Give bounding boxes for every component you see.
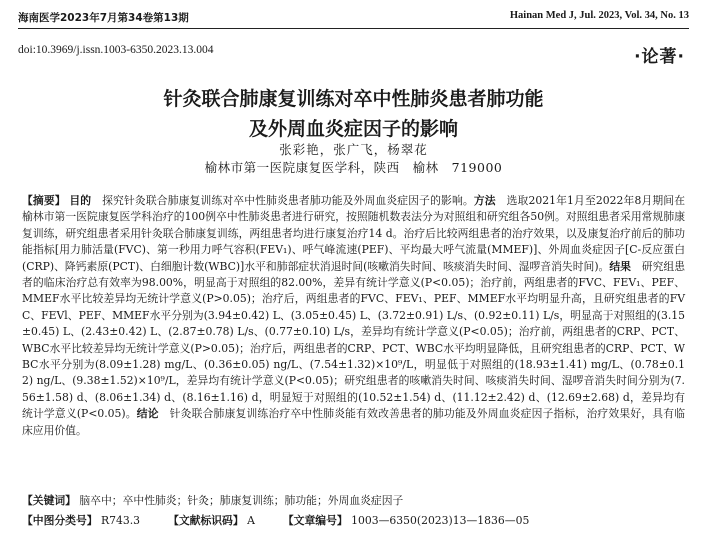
methods-tag: 方法 xyxy=(473,194,496,207)
abstract-label: 【摘要】 xyxy=(22,194,66,207)
methods-text: 选取2021年1月至2022年8月期间在榆林市第一医院康复医学科治疗的100例卒中性肺炎患者进行研究，按照随机数表法分为对照组和研究组各50例。对照组患者采用常规肺康复训练，研究组患者采用针灸联合肺康复训练，两组患者均进行康复治疗14 d。治疗后比较两组患者的治疗效果，以及康复治疗前后的肺功能指标[用力肺活量(FVC)、第一秒用力呼气容积(FEV₁)、呼气峰流速(PEF)、平均最大呼气流量(MMEF)]、外周血炎症因子[C-反应蛋白(CRP)、降钙素原(PCT)、白细胞计数(WBC)]水平和肺部症状消退时间(咳嗽消失时间、咳痰消失时间、湿啰音消失时间)。 xyxy=(22,194,686,273)
section-label: ·论著· xyxy=(634,47,685,67)
abstract xyxy=(22,193,685,439)
keywords-label: 【关键词】 xyxy=(22,494,76,507)
clc-value: R743.3 xyxy=(101,514,141,527)
keywords-text: 脑卒中；卒中性肺炎；针灸；肺康复训练；肺功能；外周血炎症因子 xyxy=(79,494,404,507)
title-line-1: 针灸联合肺康复训练对卒中性肺炎患者肺功能 xyxy=(163,88,544,110)
results-tag: 结果 xyxy=(609,259,631,273)
affiliation: 榆林市第一医院康复医学科，陕西 榆林 719000 xyxy=(204,160,503,175)
objective-text: 探究针灸联合肺康复训练对卒中性肺炎患者肺功能及外周血炎症因子的影响。 xyxy=(102,194,474,207)
paper-title xyxy=(0,84,707,144)
article-number-value: 1003—6350(2023)13—1836—05 xyxy=(351,514,530,527)
journal-issue-cn: 海南医学2023年7月第34卷第13期 xyxy=(18,12,189,24)
keywords xyxy=(22,493,685,508)
doc-code-label: 【文献标识码】 xyxy=(168,514,244,527)
conclusion-text: 针灸联合肺康复训练治疗卒中性肺炎能有效改善患者的肺功能及外周血炎症因子指标，治疗效果好，具有临床应用价值。 xyxy=(22,407,686,437)
results-text: 研究组患者的临床治疗总有效率为98.00%，明显高于对照组的82.00%，差异有统计学意义(P<0.05)；治疗前，两组患者的FVC、FEV₁、PEF、MMEF水平比较差异均无统计学意义(P>0.05)；治疗后，两组患者的FVC、FEV₁、PEF、MMEF水平均明显升高，且研究组患者的FVC、FEVl、PEF、MMEF水平分别为(3.94±0.42) L、(3.05±0.45) L、(3.72±0.91) L/s、(0.92±0.11) L/s，明显高于对照组的(3.15±0.45) L、(2.43±0.42) L、(2.87±0.78) L/s、(0.77±0.10) L/s，差异均有统计学意义(P<0.05)；治疗前，两组患者的CRP、PCT、WBC水平比较差异均无统计学意义(P>0.05)；治疗后，两组患者的CRP、PCT、WBC水平均明显降低，且研究组患者的CRP、PCT、WBC水平分别为(8.09±1.28) mg/L、(0.36±0.05) ng/L、(7.54±1.32)×10⁹/L，明显低于对照组的(18.93±1.41) mg/L、(0.78±0.12) ng/L、(9.38±1.52)×10⁹/L，差异均有统计学意义(P<0.05)；研究组患者的咳嗽消失时间、咳痰消失时间、湿啰音消失时间分别为(7.56±1.58) d、(8.06±1.34) d、(8.16±1.16) d，明显短于对照组的(10.52±1.54) d、(11.12±2.42) d、(12.69±2.68) d，差异均有统计学意义(P<0.05)。 xyxy=(22,259,686,421)
running-header xyxy=(18,8,689,29)
doc-code-value: A xyxy=(247,514,255,527)
conclusion-tag: 结论 xyxy=(136,407,159,421)
title-line-2: 及外周血炎症因子的影响 xyxy=(248,118,458,140)
doi: doi:10.3969/j.issn.1003-6350.2023.13.004 xyxy=(18,44,214,56)
journal-issue-en: Hainan Med J, Jul. 2023, Vol. 34, No. 13 xyxy=(509,10,689,21)
objective-tag: 目的 xyxy=(69,194,92,207)
article-number-label: 【文章编号】 xyxy=(282,514,348,527)
classification-line xyxy=(22,513,685,528)
authors: 张彩艳，张广飞，杨翠花 xyxy=(279,142,428,157)
clc-label: 【中图分类号】 xyxy=(22,514,98,527)
